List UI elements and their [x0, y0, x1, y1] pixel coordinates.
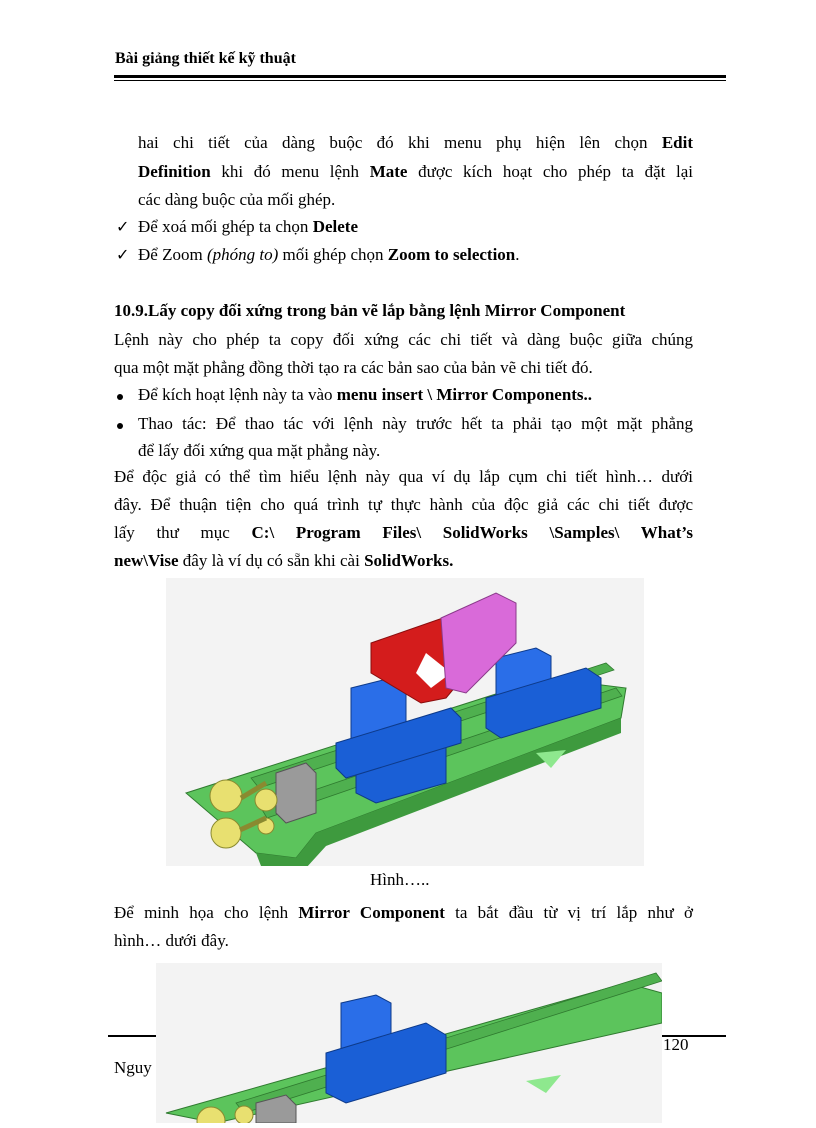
after-line-1: Để minh họa cho lệnh Mirror Component ta bắt đầu từ vị trí lắp như ở — [114, 903, 693, 922]
footer-author: Nguy — [114, 1058, 152, 1077]
figure-vise-start-position — [156, 963, 662, 1123]
bullet-dot-icon — [117, 423, 123, 429]
header-rule — [114, 75, 726, 78]
para2-line-4: new\Vise đây là ví dụ có sẵn khi cài SolidWorks. — [114, 551, 454, 570]
bullet-dot-icon — [117, 394, 123, 400]
bullet-operation-line-1: Thao tác: Để thao tác với lệnh này trước hết ta phải tạo một mặt phẳng — [138, 414, 693, 433]
bullet-zoom: Để Zoom (phóng to) mối ghép chọn Zoom to selection. — [138, 245, 520, 264]
para2-line-2: đây. Để thuận tiện cho quá trình tự thực hành của độc giả các chi tiết được — [114, 495, 693, 514]
checkmark-icon: ✓ — [116, 219, 130, 236]
checkmark-icon: ✓ — [116, 247, 130, 264]
after-line-2: hình… dưới đây. — [114, 931, 229, 950]
intro-line-1: hai chi tiết của dàng buộc đó khi menu phụ hiện lên chọn Edit — [138, 133, 693, 152]
page-number: 120 — [663, 1035, 689, 1054]
intro-line-2: Definition khi đó menu lệnh Mate được kích hoạt cho phép ta đặt lại — [138, 162, 693, 181]
intro-line-3: các dàng buộc của mối ghép. — [138, 190, 336, 209]
figure-vise-assembly — [166, 578, 644, 866]
header-title: Bài giảng thiết kế kỹ thuật — [115, 50, 296, 67]
bullet-activate: Để kích hoạt lệnh này ta vào menu insert \ Mirror Components.. — [138, 385, 593, 404]
para2-line-1: Để độc giả có thể tìm hiểu lệnh này qua ví dụ lắp cụm chi tiết hình… dưới — [114, 467, 693, 486]
section-para-line-1: Lệnh này cho phép ta copy đối xứng các chi tiết và dàng buộc giữa chúng — [114, 330, 693, 349]
header-rule-thin — [114, 80, 726, 81]
section-heading: 10.9.Lấy copy đối xứng trong bản vẽ lắp bằng lệnh Mirror Component — [114, 301, 626, 320]
bullet-delete: Để xoá mối ghép ta chọn Delete — [138, 217, 358, 236]
figure-caption: Hình….. — [370, 870, 430, 889]
section-para-line-2: qua một mặt phẳng đồng thời tạo ra các bản sao của bản vẽ chi tiết đó. — [114, 358, 593, 377]
bullet-operation-line-2: để lấy đối xứng qua mặt phẳng này. — [138, 441, 381, 460]
para2-line-3: lấy thư mục C:\ Program Files\ SolidWorks \Samples\ What’s — [114, 523, 693, 542]
